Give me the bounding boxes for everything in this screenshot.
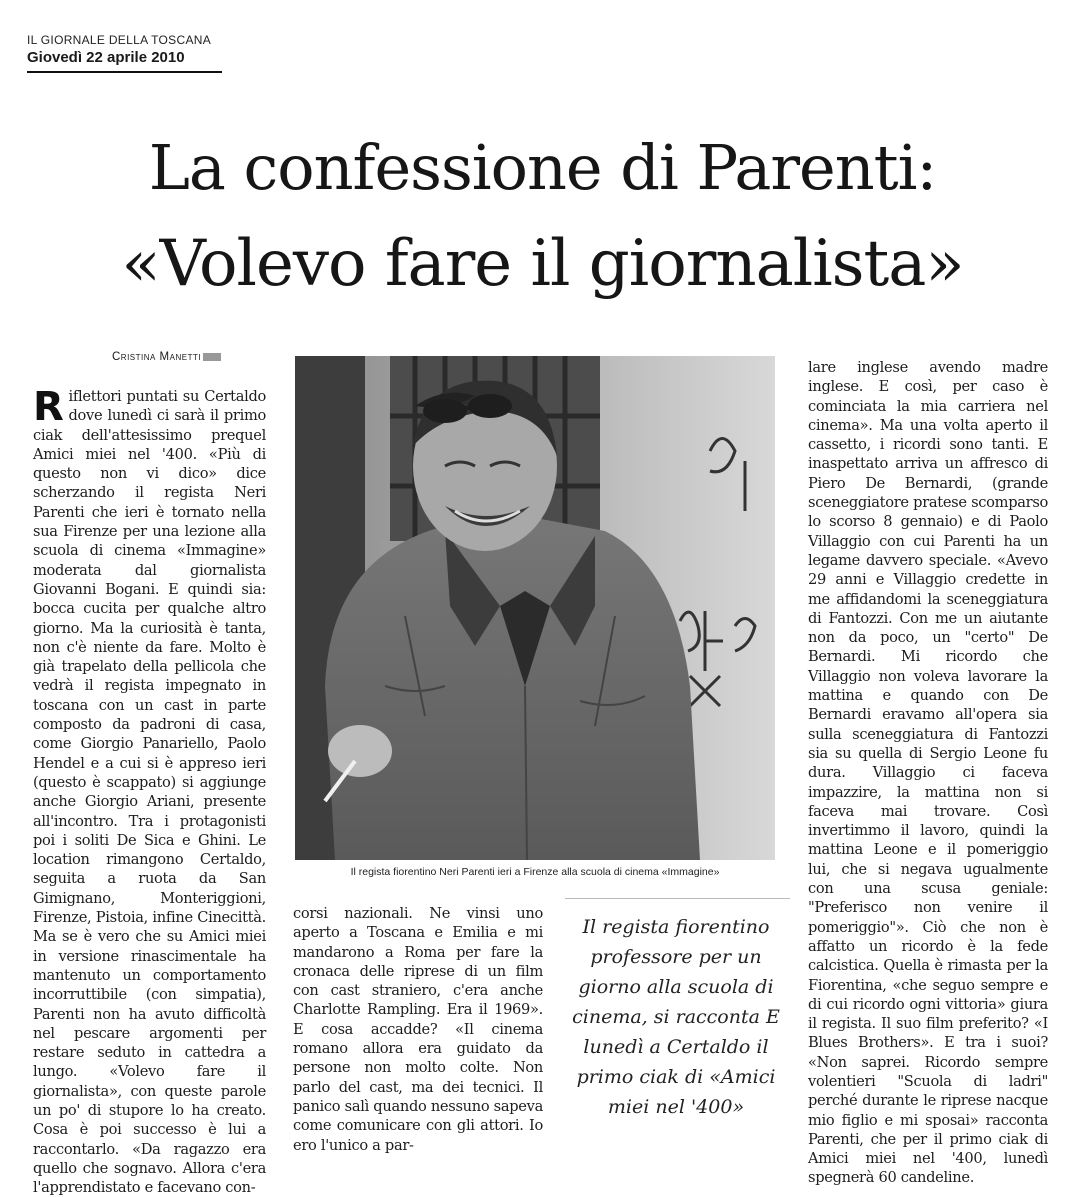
pullquote: Il regista fiorentino professore per un giorno alla scuola di cinema, si racconta E lunedì a Certaldo il primo ciak di «Amici miei nel '400» xyxy=(572,916,780,1118)
publication-date: Giovedì 22 aprile 2010 xyxy=(27,49,222,73)
pullquote-rule xyxy=(565,898,790,899)
portrait-illustration xyxy=(295,356,775,860)
headline-line-1: La confessione di Parenti: xyxy=(148,131,937,204)
masthead xyxy=(27,33,222,73)
newspaper-name: IL GIORNALE DELLA TOSCANA xyxy=(27,33,212,47)
article-photo xyxy=(295,356,775,860)
article-column-1 xyxy=(33,384,266,1197)
article-column-3: lare inglese avendo madre inglese. E così, per caso è cominciata la mia carriera nel cinema». Ma una volta aperto il cassetto, i ricordi sono tanti. E inaspettato arriva un affresco di Piero De Bernardi, (grande sceneggiatore pratese scomparso lo scorso 8 gennaio) e di Paolo Villaggio con cui Parenti ha un legame davvero speciale. «Avevo 29 anni e Villaggio credette in me affidandomi la sceneggiatura di Fantozzi. Con me un aiutante non da poco, un "certo" De Bernardi. Mi ricordo che Villaggio non voleva lavorare la mattina e quando con De Bernardi eravamo all'opera sia sulla sceneggiatura di Fantozzi sia su quella di Sergio Leone fu dura. Villaggio ci faceva impazzire, la mattina non si faceva mai trovare. Così invertimmo il lavoro, quindi la mattina Leone e il pomeriggio lui, che si negava ugualmente con una scusa geniale: "Preferisco non venire il pomeriggio"». Ciò che non è affatto un ricordo è la fede calcistica. Quella è rimasta per la Fiorentina, «che seguo sempre e di cui ricordo ogni vittoria» giura il regista. Il suo film preferito? «I Blues Brothers». E tra i suoi? «Non saprei. Ricordo sempre volentieri "Scuola di ladri" perché durante le riprese nacque mio figlio e mi sposai» racconta Parenti, che per il primo ciak di Amici miei nel '400, lunedì spegnerà 60 candeline. xyxy=(808,359,1048,1187)
byline-bar xyxy=(203,353,221,361)
byline xyxy=(112,351,221,363)
article-column-2: corsi nazionali. Ne vinsi uno aperto a Toscana e Emilia e mi mandarono a Roma per fare la cronaca delle riprese di un film con cast straniero, c'era anche Charlotte Rampling. Era il 1969». E cosa accadde? «Il cinema romano allora era guidato da persone non molto colte. Non parlo del cast, ma dei tecnici. Il panico salì quando nessuno sapeva come comunicare con gli attori. Io ero l'unico a par- xyxy=(293,905,543,1154)
drop-cap: R xyxy=(33,384,64,430)
column-1-text: iflettori puntati su Certaldo dove lunedì ci sarà il primo ciak dell'attesissimo prequel Amici miei nel '400. «Più di questo non vi dico» dice scherzando il regista Neri Parenti che ieri è tornato nella sua Firenze per una lezione alla scuola di cinema «Immagine» moderata dal giornalista Giovanni Bogani. E quindi sia: bocca cucita per qualche altro giorno. Ma la curiosità è tanta, non c'è niente da fare. Molto è già trapelato della pellicola che vedrà il regista impegnato in toscana con un cast in parte composto da padroni di casa, come Giorgio Panariello, Paolo Hendel e a cui si è appreso ieri (questo è scappato) si aggiunge anche Giorgio Ariani, presente all'incontro. Tra i protagonisti poi i soliti De Sica e Ghini. Le location rimangono Certaldo, seguita a ruota da San Gimignano, Monteriggioni, Firenze, Pistoia, infine Cinecittà. Ma se è vero che su Amici miei in versione rinascimentale ha mantenuto un comportamento incorruttibile (con simpatia), Parenti non ha avuto difficoltà nel pescare argomenti per restare seduto in cattedra a lungo. «Volevo fare il giornalista», con queste parole un po' di stupore lo ha creato. Cosa è poi successo è lui a raccontarlo. «Da ragazzo era quello che sognavo. Allora c'era l'apprendistato e facevano con- xyxy=(33,388,266,1197)
photo-caption: Il regista fiorentino Neri Parenti ieri a Firenze alla scuola di cinema «Immagine» xyxy=(350,866,720,878)
headline-line-2: «Volevo fare il giornalista» xyxy=(121,227,964,301)
byline-author: Cristina Manetti xyxy=(112,351,202,363)
